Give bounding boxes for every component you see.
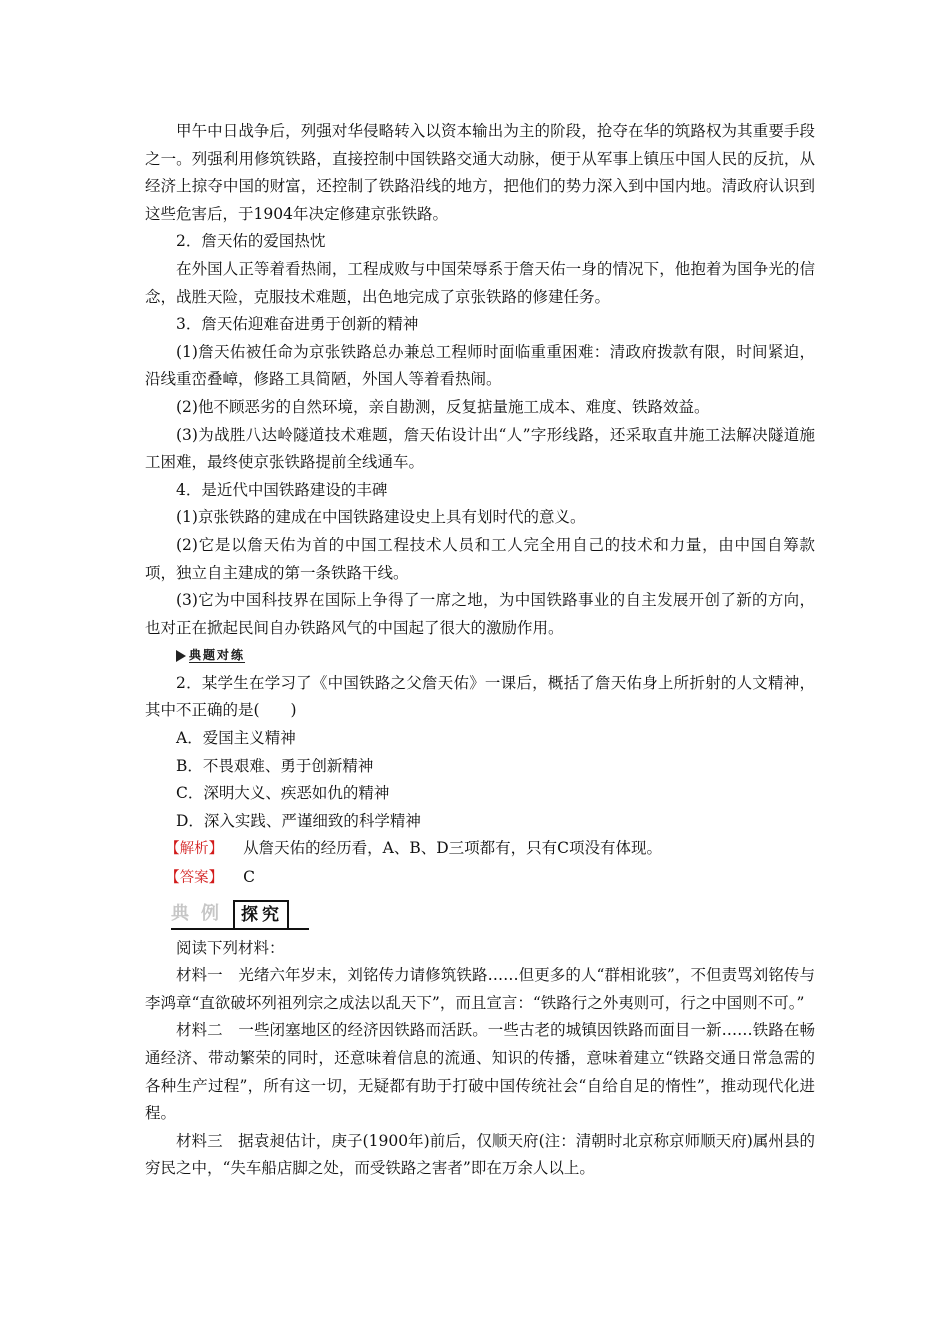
section-banner [171,898,289,928]
paragraph-innovation-3: (3)为战胜八达岭隧道技术难题，詹天佑设计出“人”字形线路，还采取直井施工法解决隧道施工困难，最终使京张铁路提前全线通车。 [145,425,815,472]
analysis-line [145,835,815,864]
banner-light-text: 典例 [171,902,231,924]
material-3: 材料三 据袁昶估计，庚子(1900年)前后，仅顺天府(注：清朝时北京称京师顺天府)属州县的穷民之中，“失车船店脚之处，而受铁路之害者”即在万余人以上。 [145,1131,815,1178]
materials-intro: 阅读下列材料： [176,938,285,957]
answer-line [145,864,815,893]
analysis-text: 从詹天佑的经历看，A、B、D三项都有，只有C项没有体现。 [243,839,663,858]
paragraph-patriotism: 在外国人正等着看热闹，工程成败与中国荣辱系于詹天佑一身的情况下，他抱着为国争光的信念，战胜天险，克服技术难题，出色地完成了京张铁路的修建任务。 [145,259,815,306]
paragraph-innovation-1: (1)詹天佑被任命为京张铁路总办兼总工程师时面临重重困难：清政府拨款有限，时间紧迫，沿线重峦叠嶂，修路工具简陋，外国人等着看热闹。 [145,342,815,389]
practice-badge-label: 典题对练 [189,642,245,670]
option-d: D．深入实践、严谨细致的科学精神 [176,811,421,830]
option-b: B．不畏艰难、勇于创新精神 [176,756,374,775]
paragraph-monument-1: (1)京张铁路的建成在中国铁路建设史上具有划时代的意义。 [176,508,586,527]
answer-text: C [243,868,256,887]
play-triangle-icon [176,650,186,662]
paragraph-innovation-2: (2)他不顾恶劣的自然环境，亲自勘测，反复掂量施工成本、难度、铁路效益。 [176,397,710,416]
practice-badge [176,642,245,670]
paragraph-monument-2: (2)它是以詹天佑为首的中国工程技术人员和工人完全用自己的技术和力量，由中国自筹款项，独立自主建成的第一条铁路干线。 [145,535,815,582]
heading-4-monument: 4．是近代中国铁路建设的丰碑 [176,480,388,499]
paragraph-monument-3: (3)它为中国科技界在国际上争得了一席之地，为中国铁路事业的自主发展开创了新的方向，也对正在掀起民间自办铁路风气的中国起了很大的激励作用。 [145,591,815,637]
material-2: 材料二 一些闭塞地区的经济因铁路而活跃。一些古老的城镇因铁路而面目一新……铁路在畅通经济、带动繁荣的同时，还意味着信息的流通、知识的传播，意味着建立“铁路交通日常急需的各种生产过程”，所有这一切，无疑都有助于打破中国传统社会“自给自足的惰性”，推动现代化进程。 [145,1021,815,1123]
paragraph-background: 甲午中日战争后，列强对华侵略转入以资本输出为主的阶段，抢夺在华的筑路权为其重要手段之一。列强利用修筑铁路，直接控制中国铁路交通大动脉，便于从军事上镇压中国人民的反抗，从经济上掠夺中国的财富，还控制了铁路沿线的地方，把他们的势力深入到中国内地。清政府认识到这些危害后，于1904年决定修建京张铁路。 [145,122,815,223]
heading-3-innovation: 3．詹天佑迎难奋进勇于创新的精神 [176,315,419,334]
practice-question: 2．某学生在学习了《中国铁路之父詹天佑》一课后，概括了詹天佑身上所折射的人文精神，其中不正确的是( ) [145,673,815,720]
document-page [145,118,815,1183]
heading-2-patriotism: 2．詹天佑的爱国热忱 [176,232,326,251]
banner-dark-text: 探究 [233,900,289,928]
analysis-tag: 【解析】 [165,841,224,858]
option-a: A．爱国主义精神 [176,729,296,748]
practice-badge-row [145,642,815,670]
section-banner-row [171,895,815,931]
material-1: 材料一 光绪六年岁末，刘铭传力请修筑铁路……但更多的人“群相讹骇”，不但责骂刘铭传与李鸿章“直欲破坏列祖列宗之成法以乱天下”，而且宣言：“铁路行之外夷则可，行之中国则不可。” [145,966,815,1012]
answer-tag: 【答案】 [165,870,224,887]
option-c: C．深明大义、疾恶如仇的精神 [176,784,390,803]
banner-underline [171,928,309,930]
